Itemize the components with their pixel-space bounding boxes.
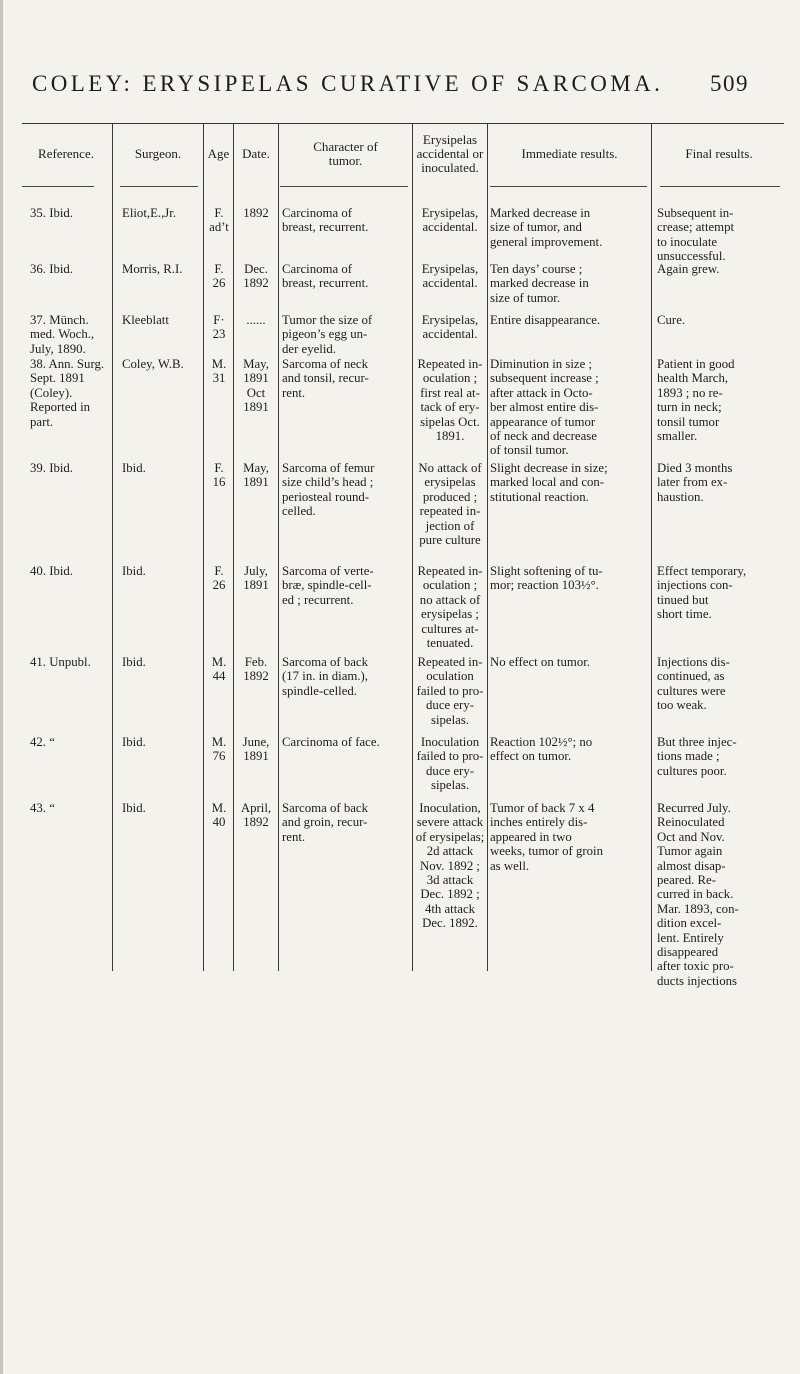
column-divider (278, 124, 279, 971)
cell-immediate: Tumor of back 7 x 4 inches entirely dis- appeared in two weeks, tumor of groin as well. (490, 801, 604, 873)
cell-final: Cure. (657, 313, 686, 327)
cell-age: M. 40 (211, 801, 227, 830)
cell-final: Again grew. (657, 262, 720, 276)
cell-character: Sarcoma of femur size child’s head ; periosteal round- celled. (282, 461, 375, 519)
header-rule (490, 186, 647, 187)
cell-final: But three injec- tions made ; cultures poor. (657, 735, 737, 778)
cell-surgeon: Eliot,E.,Jr. (122, 206, 177, 220)
cell-character: Sarcoma of back and groin, recur- rent. (282, 801, 368, 844)
cell-erysipelas: No attack of erysipelas produced ; repeated in- jection of pure culture (418, 461, 482, 548)
cell-reference: 38. Ann. Surg. Sept. 1891 (Coley). Reported in part. (30, 357, 105, 429)
column-divider (112, 124, 113, 971)
cell-age: F· 23 (212, 313, 226, 342)
cell-reference: 37. Münch. med. Woch., July, 1890. (30, 313, 95, 356)
cell-surgeon: Ibid. (122, 461, 146, 475)
cell-surgeon: Morris, R.I. (122, 262, 183, 276)
cell-date: July, 1891 (243, 564, 269, 593)
cell-reference: 40. Ibid. (30, 564, 74, 578)
cell-age: M. 31 (211, 357, 227, 386)
cell-date: May, 1891 (243, 461, 269, 490)
cell-immediate: Ten days’ course ; marked decrease in size of tumor. (490, 262, 589, 305)
cell-erysipelas: Inoculation, severe attack of erysipelas; 2d attack Nov. 1892 ; 3d attack Dec. 1892 ; 4th attack Dec. 1892. (415, 801, 485, 931)
cell-age: F. 16 (212, 461, 226, 490)
cell-immediate: Diminution in size ; subsequent increase ; after attack in Octo- ber almost entire dis- appearance of tumor of neck and decrease of tonsil tumor. (490, 357, 599, 458)
cell-character: Tumor the size of pigeon’s egg un- der eyelid. (282, 313, 373, 356)
cell-date: 1892 (243, 206, 269, 220)
cell-erysipelas: Erysipelas, accidental. (421, 206, 479, 235)
cell-immediate: Reaction 102½°; no effect on tumor. (490, 735, 593, 764)
cell-date: ...... (246, 313, 266, 327)
cell-final: Subsequent in- crease; attempt to inoculate unsuccessful. (657, 206, 735, 264)
header-character: Character of tumor. (313, 139, 378, 168)
cell-age: M. 76 (211, 735, 227, 764)
cell-final: Died 3 months later from ex- haustion. (657, 461, 733, 504)
cell-final: Injections dis- continued, as cultures were too weak. (657, 655, 730, 713)
cell-erysipelas: Inoculation failed to pro- duce ery- sipelas. (416, 735, 484, 793)
cell-character: Sarcoma of neck and tonsil, recur- rent. (282, 357, 369, 400)
cell-age: F. ad’t (209, 206, 229, 235)
header-rule (22, 186, 94, 187)
header-age: Age (207, 146, 230, 161)
header-surgeon: Surgeon. (134, 146, 182, 161)
page-number: 509 (710, 71, 749, 96)
cell-age: M. 44 (211, 655, 227, 684)
cell-reference: 39. Ibid. (30, 461, 74, 475)
cell-reference: 43. “ (30, 801, 55, 815)
header-rule (660, 186, 780, 187)
cell-erysipelas: Erysipelas, accidental. (421, 262, 479, 291)
cell-immediate: Slight decrease in size; marked local and con- stitutional reaction. (490, 461, 608, 504)
cell-immediate: No effect on tumor. (490, 655, 590, 669)
header-rule (120, 186, 198, 187)
cell-date: Dec. 1892 (243, 262, 269, 291)
cell-immediate: Slight softening of tu- mor; reaction 103½°. (490, 564, 603, 593)
column-divider (651, 124, 652, 971)
cell-character: Sarcoma of back (17 in. in diam.), spindle-celled. (282, 655, 369, 698)
cell-reference: 41. Unpubl. (30, 655, 91, 669)
column-divider (233, 124, 234, 971)
cell-surgeon: Ibid. (122, 801, 146, 815)
cell-surgeon: Ibid. (122, 735, 146, 749)
cell-date: May, 1891 Oct 1891 (243, 357, 269, 415)
cell-final: Patient in good health March, 1893 ; no re- turn in neck; tonsil tumor smaller. (657, 357, 735, 444)
column-divider (203, 124, 204, 971)
cell-date: June, 1891 (242, 735, 270, 764)
cell-reference: 35. Ibid. (30, 206, 74, 220)
cell-final: Recurred July. Reinoculated Oct and Nov. Tumor again almost disap- peared. Re- curred in back. Mar. 1893, con- dition excel- lent. Entirely disappeared after toxic pro- ducts injections (657, 801, 739, 988)
header-final: Final results. (685, 146, 753, 161)
cell-erysipelas: Repeated in- oculation failed to pro- duce ery- sipelas. (416, 655, 484, 727)
cell-reference: 36. Ibid. (30, 262, 74, 276)
header-erysipelas: Erysipelas accidental or inoculated. (416, 132, 484, 175)
header-rule (280, 186, 408, 187)
cell-date: April, 1892 (240, 801, 272, 830)
cell-character: Carcinoma of breast, recurrent. (282, 262, 369, 291)
cell-immediate: Marked decrease in size of tumor, and general improvement. (490, 206, 603, 249)
cell-character: Sarcoma of verte- bræ, spindle-cell- ed ; recurrent. (282, 564, 374, 607)
cell-erysipelas: Repeated in- oculation ; no attack of erysipelas ; cultures at- tenuated. (417, 564, 483, 651)
header-immediate: Immediate results. (521, 146, 618, 161)
cell-character: Carcinoma of breast, recurrent. (282, 206, 369, 235)
cell-reference: 42. “ (30, 735, 55, 749)
cell-date: Feb. 1892 (243, 655, 269, 684)
cell-erysipelas: Repeated in- oculation ; first real at- tack of ery- sipelas Oct. 1891. (417, 357, 483, 444)
cell-character: Carcinoma of face. (282, 735, 380, 749)
cell-surgeon: Ibid. (122, 655, 146, 669)
scan-edge (0, 0, 3, 1374)
cell-immediate: Entire disappearance. (490, 313, 601, 327)
cell-surgeon: Coley, W.B. (122, 357, 184, 371)
running-title: COLEY: ERYSIPELAS CURATIVE OF SARCOMA. (32, 71, 664, 96)
cell-final: Effect temporary, injections con- tinued but short time. (657, 564, 747, 622)
cell-surgeon: Kleeblatt (122, 313, 169, 327)
cell-age: F. 26 (212, 262, 226, 291)
cell-age: F. 26 (212, 564, 226, 593)
header-reference: Reference. (38, 146, 94, 161)
cell-surgeon: Ibid. (122, 564, 146, 578)
cell-erysipelas: Erysipelas, accidental. (421, 313, 479, 342)
table-top-rule (22, 123, 784, 124)
header-date: Date. (242, 146, 270, 161)
